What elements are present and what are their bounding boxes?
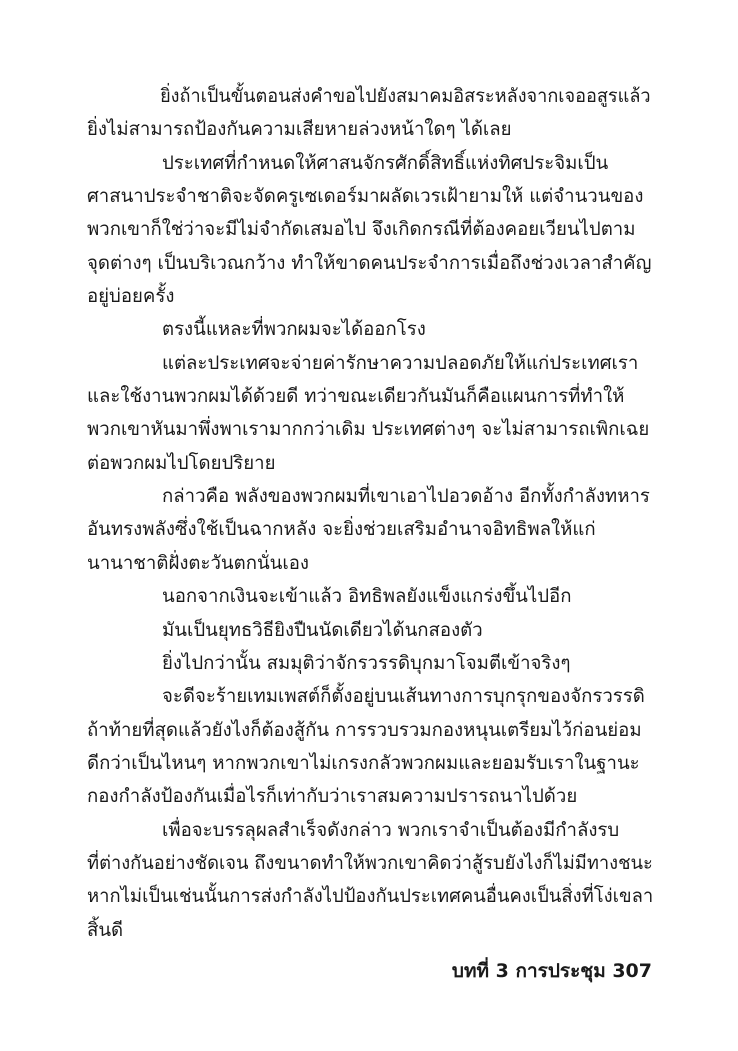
text-line: ถ้าท้ายที่สุดแล้วยังไงก็ต้องสู้กัน การรวบรวมกองหนุนเตรียมไว้ก่อนย่อม <box>87 719 642 741</box>
running-footer: บทที่ 3 การประชุม 307 <box>451 960 652 982</box>
text-line: นานาชาติฝั่งตะวันตกนั่นเอง <box>87 552 309 574</box>
text-line: พวกเขาหันมาพึ่งพาเรามากกว่าเดิม ประเทศต่างๆ จะไม่สามารถเพิกเฉย <box>87 419 650 441</box>
text-line: ต่อพวกผมไปโดยปริยาย <box>87 452 276 474</box>
text-line: ยิ่งถ้าเป็นขั้นตอนส่งคำขอไปยังสมาคมอิสระหลังจากเจออสูรแล้ว <box>160 86 651 107</box>
text-line: จุดต่างๆ เป็นบริเวณกว้าง ทำให้ขาดคนประจำการเมื่อถึงช่วงเวลาสำคัญ <box>87 252 652 274</box>
text-line: อยู่บ่อยครั้ง <box>87 286 175 308</box>
text-line: พวกเขาก็ใช่ว่าจะมีไม่จำกัดเสมอไป จึงเกิดกรณีที่ต้องคอยเวียนไปตาม <box>87 219 636 241</box>
text-line: เพื่อจะบรรลุผลสำเร็จดังกล่าว พวกเราจำเป็นต้องมีกำลังรบ <box>162 819 620 841</box>
body-text <box>87 80 653 947</box>
text-line: ศาสนาประจำชาติจะจัดครูเซเดอร์มาผลัดเวรเฝ้ายามให้ แต่จำนวนของ <box>87 186 644 208</box>
text-line: ประเทศที่กำหนดให้ศาสนจักรศักดิ์สิทธิ์แห่งทิศประจิมเป็น <box>162 152 609 174</box>
text-line: ตรงนี้แหละที่พวกผมจะได้ออกโรง <box>162 319 426 341</box>
text-line: จะดีจะร้ายเทมเพสต์ก็ตั้งอยู่บนเส้นทางการบุกรุกของจักรวรรดิ <box>162 686 645 708</box>
text-line: หากไม่เป็นเช่นนั้นการส่งกำลังไปป้องกันประเทศคนอื่นคงเป็นสิ่งที่โง่เขลา <box>87 886 654 908</box>
text-line: แต่ละประเทศจะจ่ายค่ารักษาความปลอดภัยให้แก่ประเทศเรา <box>162 352 639 374</box>
text-line: กล่าวคือ พลังของพวกผมที่เขาเอาไปอวดอ้าง อีกทั้งกำลังทหาร <box>162 486 650 508</box>
text-line: และใช้งานพวกผมได้ด้วยดี ทว่าขณะเดียวกันมันก็คือแผนการที่ทำให้ <box>87 386 625 408</box>
text-line: มันเป็นยุทธวิธียิงปืนนัดเดียวได้นกสองตัว <box>162 619 483 641</box>
text-line: ยิ่งไม่สามารถป้องกันความเสียหายล่วงหน้าใดๆ ได้เลย <box>87 119 512 141</box>
text-line: กองกำลังป้องกันเมื่อไรก็เท่ากับว่าเราสมความปรารถนาไปด้วย <box>87 786 578 808</box>
text-line: ยิ่งไปกว่านั้น สมมุติว่าจักรวรรดิบุกมาโจมตีเข้าจริงๆ <box>162 652 571 674</box>
text-line: ที่ต่างกันอย่างชัดเจน ถึงขนาดทำให้พวกเขาคิดว่าสู้รบยังไงก็ไม่มีทางชนะ <box>87 852 653 874</box>
text-line: นอกจากเงินจะเข้าแล้ว อิทธิพลยังแข็งแกร่งขึ้นไปอีก <box>162 586 572 608</box>
text-line: อันทรงพลังซึ่งใช้เป็นฉากหลัง จะยิ่งช่วยเสริมอำนาจอิทธิพลให้แก่ <box>87 519 596 541</box>
text-line: ดีกว่าเป็นไหนๆ หากพวกเขาไม่เกรงกลัวพวกผมและยอมรับเราในฐานะ <box>87 752 640 774</box>
text-line: สิ้นดี <box>87 919 124 941</box>
